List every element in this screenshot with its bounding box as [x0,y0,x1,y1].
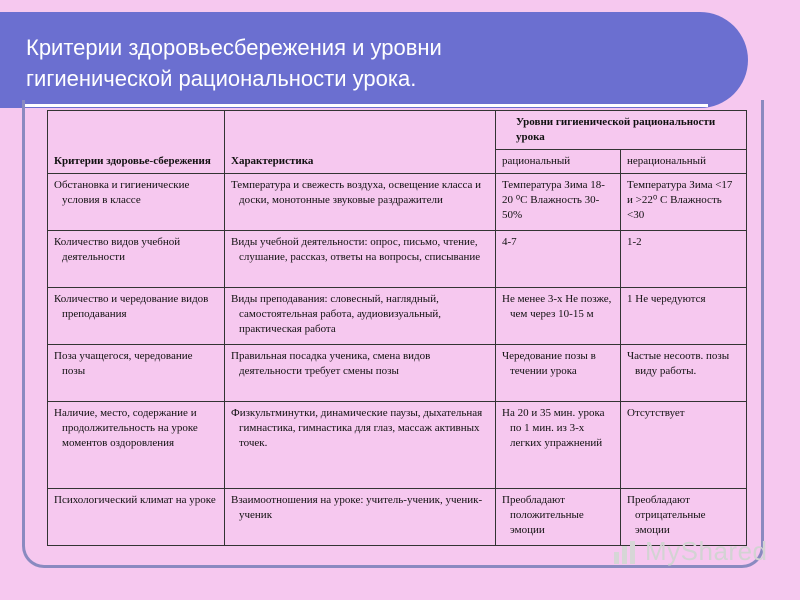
row-irrational: Температура Зима <17 и >22⁰ С Влажность <30 [621,174,747,231]
row-characteristic: Правильная посадка ученика, смена видов деятельности требует смены позы [225,345,496,402]
header-irrational: нерациональный [621,150,747,174]
header-characteristic: Характеристика [225,111,496,174]
table-header-row [48,111,747,150]
table-row [48,402,747,489]
row-characteristic: Взаимоотношения на уроке: учитель-ученик, ученик-ученик [225,489,496,546]
table-row [48,288,747,345]
row-rational: 4-7 [496,231,621,288]
slide-title-line-1: Критерии здоровьесбережения и уровни [26,35,442,60]
header-rational: рациональный [496,150,621,174]
row-characteristic: Физкультминутки, динамические паузы, дыхательная гимнастика, гимнастика для глаз, массаж активных точек. [225,402,496,489]
row-rational: Чередование позы в течении урока [496,345,621,402]
row-irrational: Преобладают отрицательные эмоции [621,489,747,546]
row-characteristic: Виды преподавания: словесный, наглядный, самостоятельная работа, аудиовизуальный, практическая работа [225,288,496,345]
row-irrational: 1 Не чередуются [621,288,747,345]
row-criterion: Психологический климат на уроке [48,489,225,546]
row-characteristic: Виды учебной деятельности: опрос, письмо, чтение, слушание, рассказ, ответы на вопросы, списывание [225,231,496,288]
table-row [48,345,747,402]
criteria-table [47,110,747,546]
table-row [48,489,747,546]
row-criterion: Количество и чередование видов преподавания [48,288,225,345]
row-rational: Преобладают положительные эмоции [496,489,621,546]
row-characteristic: Температура и свежесть воздуха, освещение класса и доски, монотонные звуковые раздражители [225,174,496,231]
header-criteria: Критерии здоровье-сбережения [48,111,225,174]
row-irrational: Отсутствует [621,402,747,489]
row-criterion: Обстановка и гигиенические условия в классе [48,174,225,231]
row-criterion: Поза учащегося, чередование позы [48,345,225,402]
row-criterion: Наличие, место, содержание и продолжительность на уроке моментов оздоровления [48,402,225,489]
row-irrational: Частые несоотв. позы виду работы. [621,345,747,402]
row-criterion: Количество видов учебной деятельности [48,231,225,288]
row-rational: Температура Зима 18-20 ⁰С Влажность 30-50% [496,174,621,231]
slide-title-line-2: гигиенической рациональности урока. [26,66,417,91]
table-row [48,174,747,231]
row-rational: Не менее 3-х Не позже, чем через 10-15 м [496,288,621,345]
watermark-text: MyShared [645,536,768,566]
header-levels: Уровни гигиенической рациональности урока [496,111,747,150]
table-row [48,231,747,288]
chart-logo-icon [611,538,641,568]
slide-title [26,32,706,94]
row-irrational: 1-2 [621,231,747,288]
row-rational: На 20 и 35 мин. урока по 1 мин. из 3-х легких упражнений [496,402,621,489]
